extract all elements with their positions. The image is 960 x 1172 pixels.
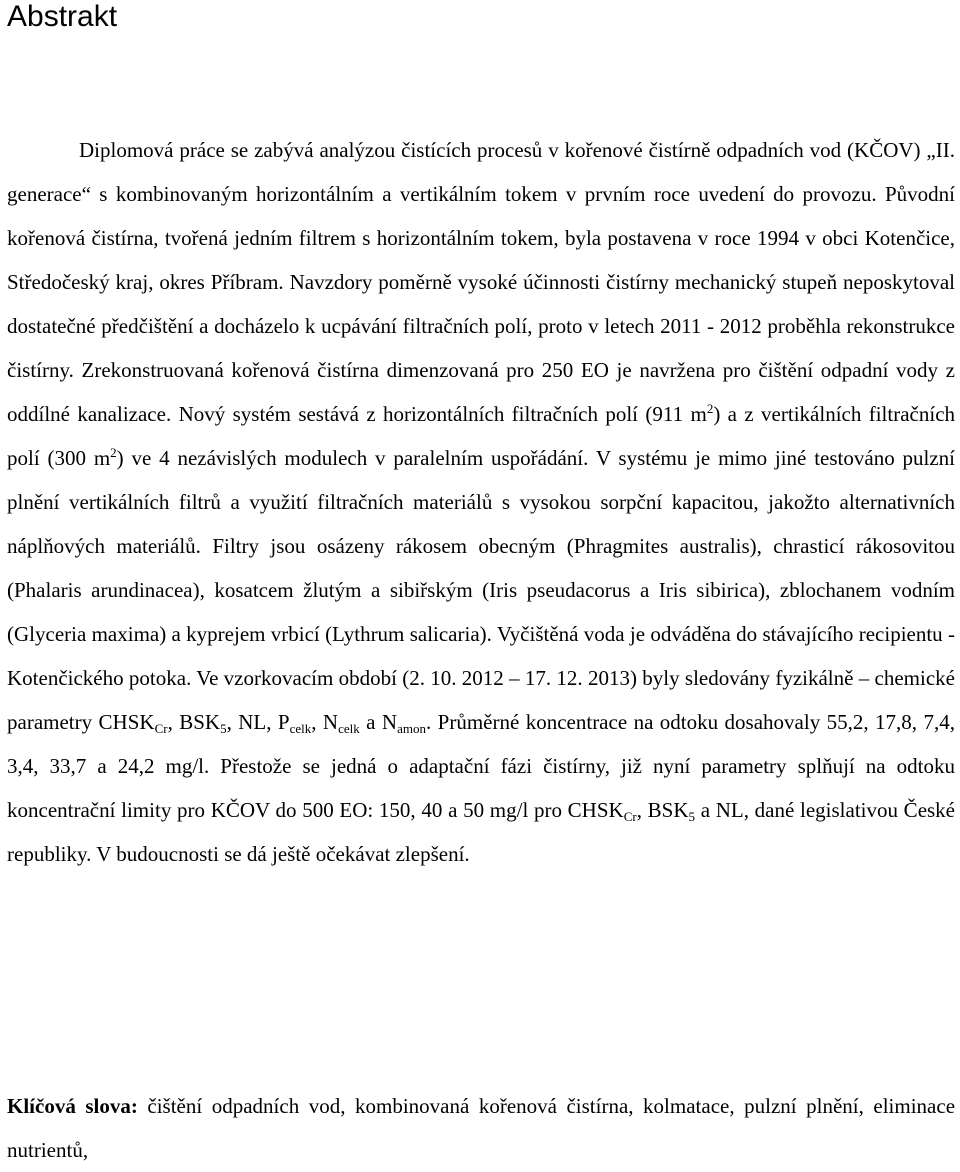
page-title: Abstrakt xyxy=(7,0,118,33)
abstract-text: a NL, dané legislativou České republiky. V budoucnosti se dá ještě očekávat zlepšení. xyxy=(7,798,956,866)
subscript: 5 xyxy=(220,721,227,736)
abstract-text: , BSK xyxy=(167,710,221,734)
abstract-text: a N xyxy=(359,710,398,734)
subscript: 5 xyxy=(688,809,696,824)
abstract-text: ) ve 4 nezávislých modulech v paralelním uspořádání. V systému je mimo jiné testováno pulzní plnění vertikálních filtrů a využití filtračních materiálů s vysokou sorpční kapacitou, jakožto alternativních náplňových materiálů. Filtry jsou osázeny rákosem obecným (Phragmites australis), chrasticí rákosovitou (Phalaris arundinacea), kosatcem žlutým a sibiřským (Iris pseudacorus a Iris sibirica), zblochanem vodním (Glyceria maxima) a kyprejem vrbicí (Lythrum salicaria). Vyčištěná voda je odváděna do stávajícího recipientu - Kotenčického potoka. Ve vzorkovacím období (2. 10. 2012 – 17. 12. 2013) byly sledovány fyzikálně – chemické parametry CHSK xyxy=(7,446,956,734)
superscript: 2 xyxy=(110,445,117,460)
abstract-text: , NL, P xyxy=(226,710,290,734)
abstract-text: , BSK xyxy=(636,798,689,822)
abstract-text: , N xyxy=(311,710,339,734)
superscript: 2 xyxy=(706,401,714,416)
subscript: celk xyxy=(289,721,312,736)
subscript: Cr xyxy=(623,809,637,824)
abstract-paragraph xyxy=(7,128,955,876)
keywords-paragraph xyxy=(7,1084,955,1172)
abstract-text: Diplomová práce se zabývá analýzou čistících procesů v kořenové čistírně odpadních vod (KČOV) „II. generace“ s kombinovaným horizontálním a vertikálním tokem v prvním roce uvedení do provozu. Původní kořenová čistírna, tvořená jedním filtrem s horizontálním tokem, byla postavena v roce 1994 v obci Kotenčice, Středočeský kraj, okres Příbram. Navzdory poměrně vysoké účinnosti čistírny mechanický stupeň neposkytoval dostatečné předčištění a docházelo k ucpávání filtračních polí, proto v letech 2011 - 2012 proběhla rekonstrukce čistírny. Zrekonstruovaná kořenová čistírna dimenzovaná pro 250 EO je navržena pro čištění odpadní vody z oddílné kanalizace. Nový systém sestává z horizontálních filtračních polí (911 m xyxy=(7,138,955,426)
keywords-text: čištění odpadních vod, kombinovaná kořenová čistírna, kolmatace, pulzní plnění, eliminace nutrientů, xyxy=(7,1094,956,1162)
abstract-text: ) a z vertikálních filtračních polí (300 m xyxy=(7,402,956,470)
subscript: Cr xyxy=(154,721,168,736)
subscript: celk xyxy=(338,721,360,736)
subscript: amon xyxy=(397,721,426,736)
abstract-text: . Průměrné koncentrace na odtoku dosahovaly 55,2, 17,8, 7,4, 3,4, 33,7 a 24,2 mg/l. Přestože se jedná o adaptační fázi čistírny, již nyní parametry splňují na odtoku koncentrační limity pro KČOV do 500 EO: 150, 40 a 50 mg/l pro CHSK xyxy=(7,710,955,822)
keywords-label: Klíčová slova: xyxy=(7,1094,138,1118)
